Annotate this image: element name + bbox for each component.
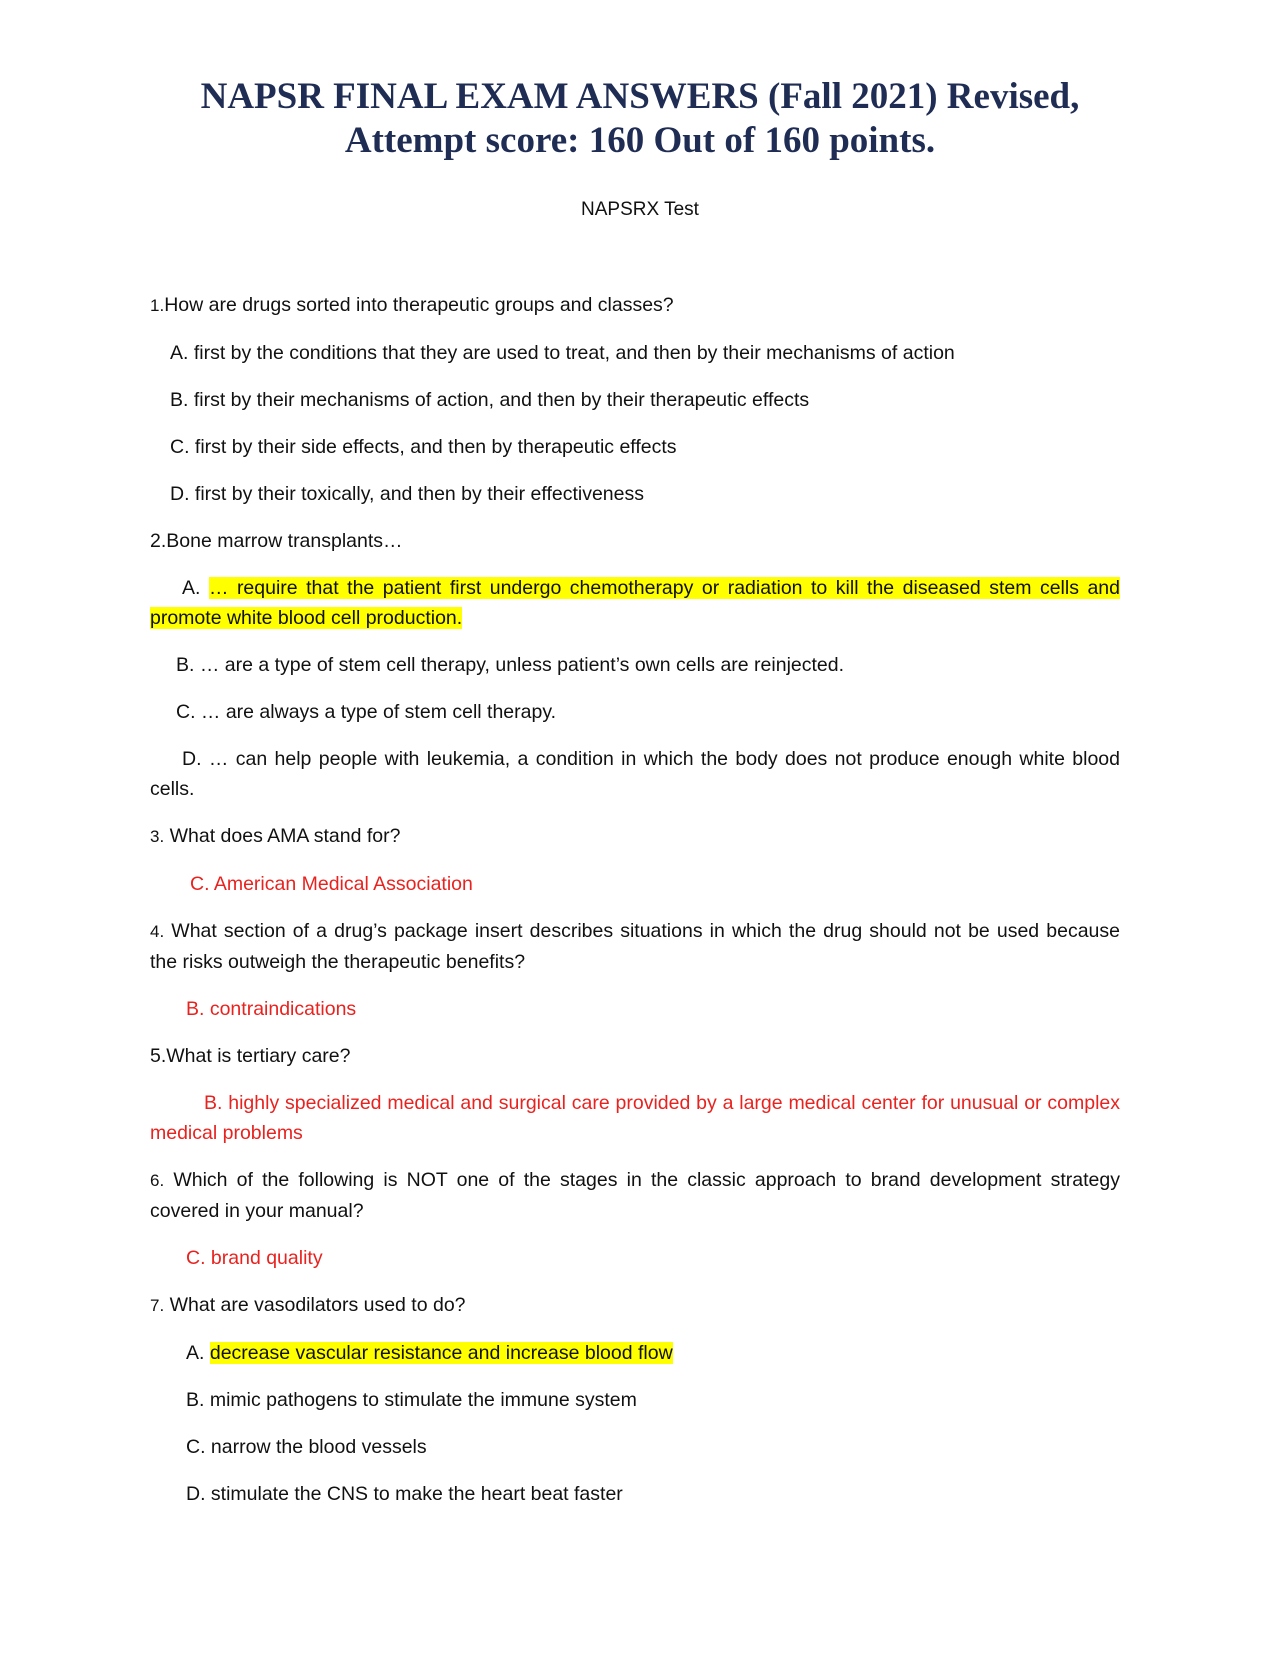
- document-subtitle: NAPSRX Test: [581, 199, 699, 220]
- document-title: [0, 75, 1280, 163]
- question-number: 1.: [150, 296, 165, 315]
- question-text: What section of a drug’s package insert describes situations in which the drug should not be used because the risks outweigh the therapeutic benefits?: [150, 920, 1120, 973]
- option-1d: D. first by their toxically, and then by their effectiveness: [170, 483, 644, 505]
- questions-list: [150, 290, 1120, 1526]
- option-1b: B. first by their mechanisms of action, and then by their therapeutic effects: [170, 389, 810, 411]
- question-number: 2.: [150, 530, 167, 552]
- option-2d: D. … can help people with leukemia, a condition in which the body does not produce enough white blood cells.: [150, 748, 1120, 800]
- question-text: What does AMA stand for?: [164, 825, 401, 847]
- option-1c: C. first by their side effects, and then by therapeutic effects: [170, 436, 677, 458]
- question-5: [150, 1041, 1120, 1071]
- question-4: [150, 916, 1120, 977]
- answer-4: B. contraindications: [186, 998, 357, 1020]
- question-text: What are vasodilators used to do?: [164, 1294, 466, 1316]
- title-line-2: Attempt score: 160 Out of 160 points.: [344, 120, 936, 161]
- option-prefix: A.: [182, 577, 209, 599]
- highlighted-answer: decrease vascular resistance and increase blood flow: [209, 1342, 673, 1364]
- question-7: [150, 1290, 1120, 1321]
- answer-3: C. American Medical Association: [190, 873, 473, 895]
- question-number: 7.: [150, 1296, 165, 1315]
- option-2b: B. … are a type of stem cell therapy, unless patient’s own cells are reinjected.: [176, 654, 845, 676]
- question-3: [150, 821, 1120, 852]
- option-7d: D. stimulate the CNS to make the heart beat faster: [186, 1483, 623, 1505]
- question-2: [150, 526, 1120, 556]
- question-text: Bone marrow transplants…: [166, 530, 403, 552]
- question-text: How are drugs sorted into therapeutic groups and classes?: [164, 294, 674, 316]
- answer-6: C. brand quality: [186, 1247, 323, 1269]
- question-6: [150, 1165, 1120, 1226]
- answer-5: B. highly specialized medical and surgical care provided by a large medical center for unusual or complex medical problems: [150, 1092, 1120, 1144]
- option-2c: C. … are always a type of stem cell therapy.: [176, 701, 557, 723]
- option-7c: C. narrow the blood vessels: [186, 1436, 427, 1458]
- question-number: 5.: [150, 1045, 167, 1067]
- question-number: 3.: [150, 827, 165, 846]
- question-text: Which of the following is NOT one of the stages in the classic approach to brand development strategy covered in your manual?: [150, 1169, 1120, 1222]
- highlighted-answer: … require that the patient first undergo chemotherapy or radiation to kill the diseased stem cells and promote white blood cell production.: [150, 577, 1120, 629]
- option-7a-correct: [150, 1338, 1120, 1368]
- option-1a: A. first by the conditions that they are used to treat, and then by their mechanisms of action: [170, 342, 955, 364]
- option-7b: B. mimic pathogens to stimulate the immune system: [186, 1389, 637, 1411]
- question-number: 4.: [150, 922, 165, 941]
- question-1: [150, 290, 1120, 321]
- question-number: 6.: [150, 1171, 165, 1190]
- option-2a-correct: [150, 573, 1120, 633]
- title-line-1: NAPSR FINAL EXAM ANSWERS (Fall 2021) Revised,: [200, 76, 1080, 117]
- option-prefix: A.: [186, 1342, 210, 1364]
- question-text: What is tertiary care?: [166, 1045, 351, 1067]
